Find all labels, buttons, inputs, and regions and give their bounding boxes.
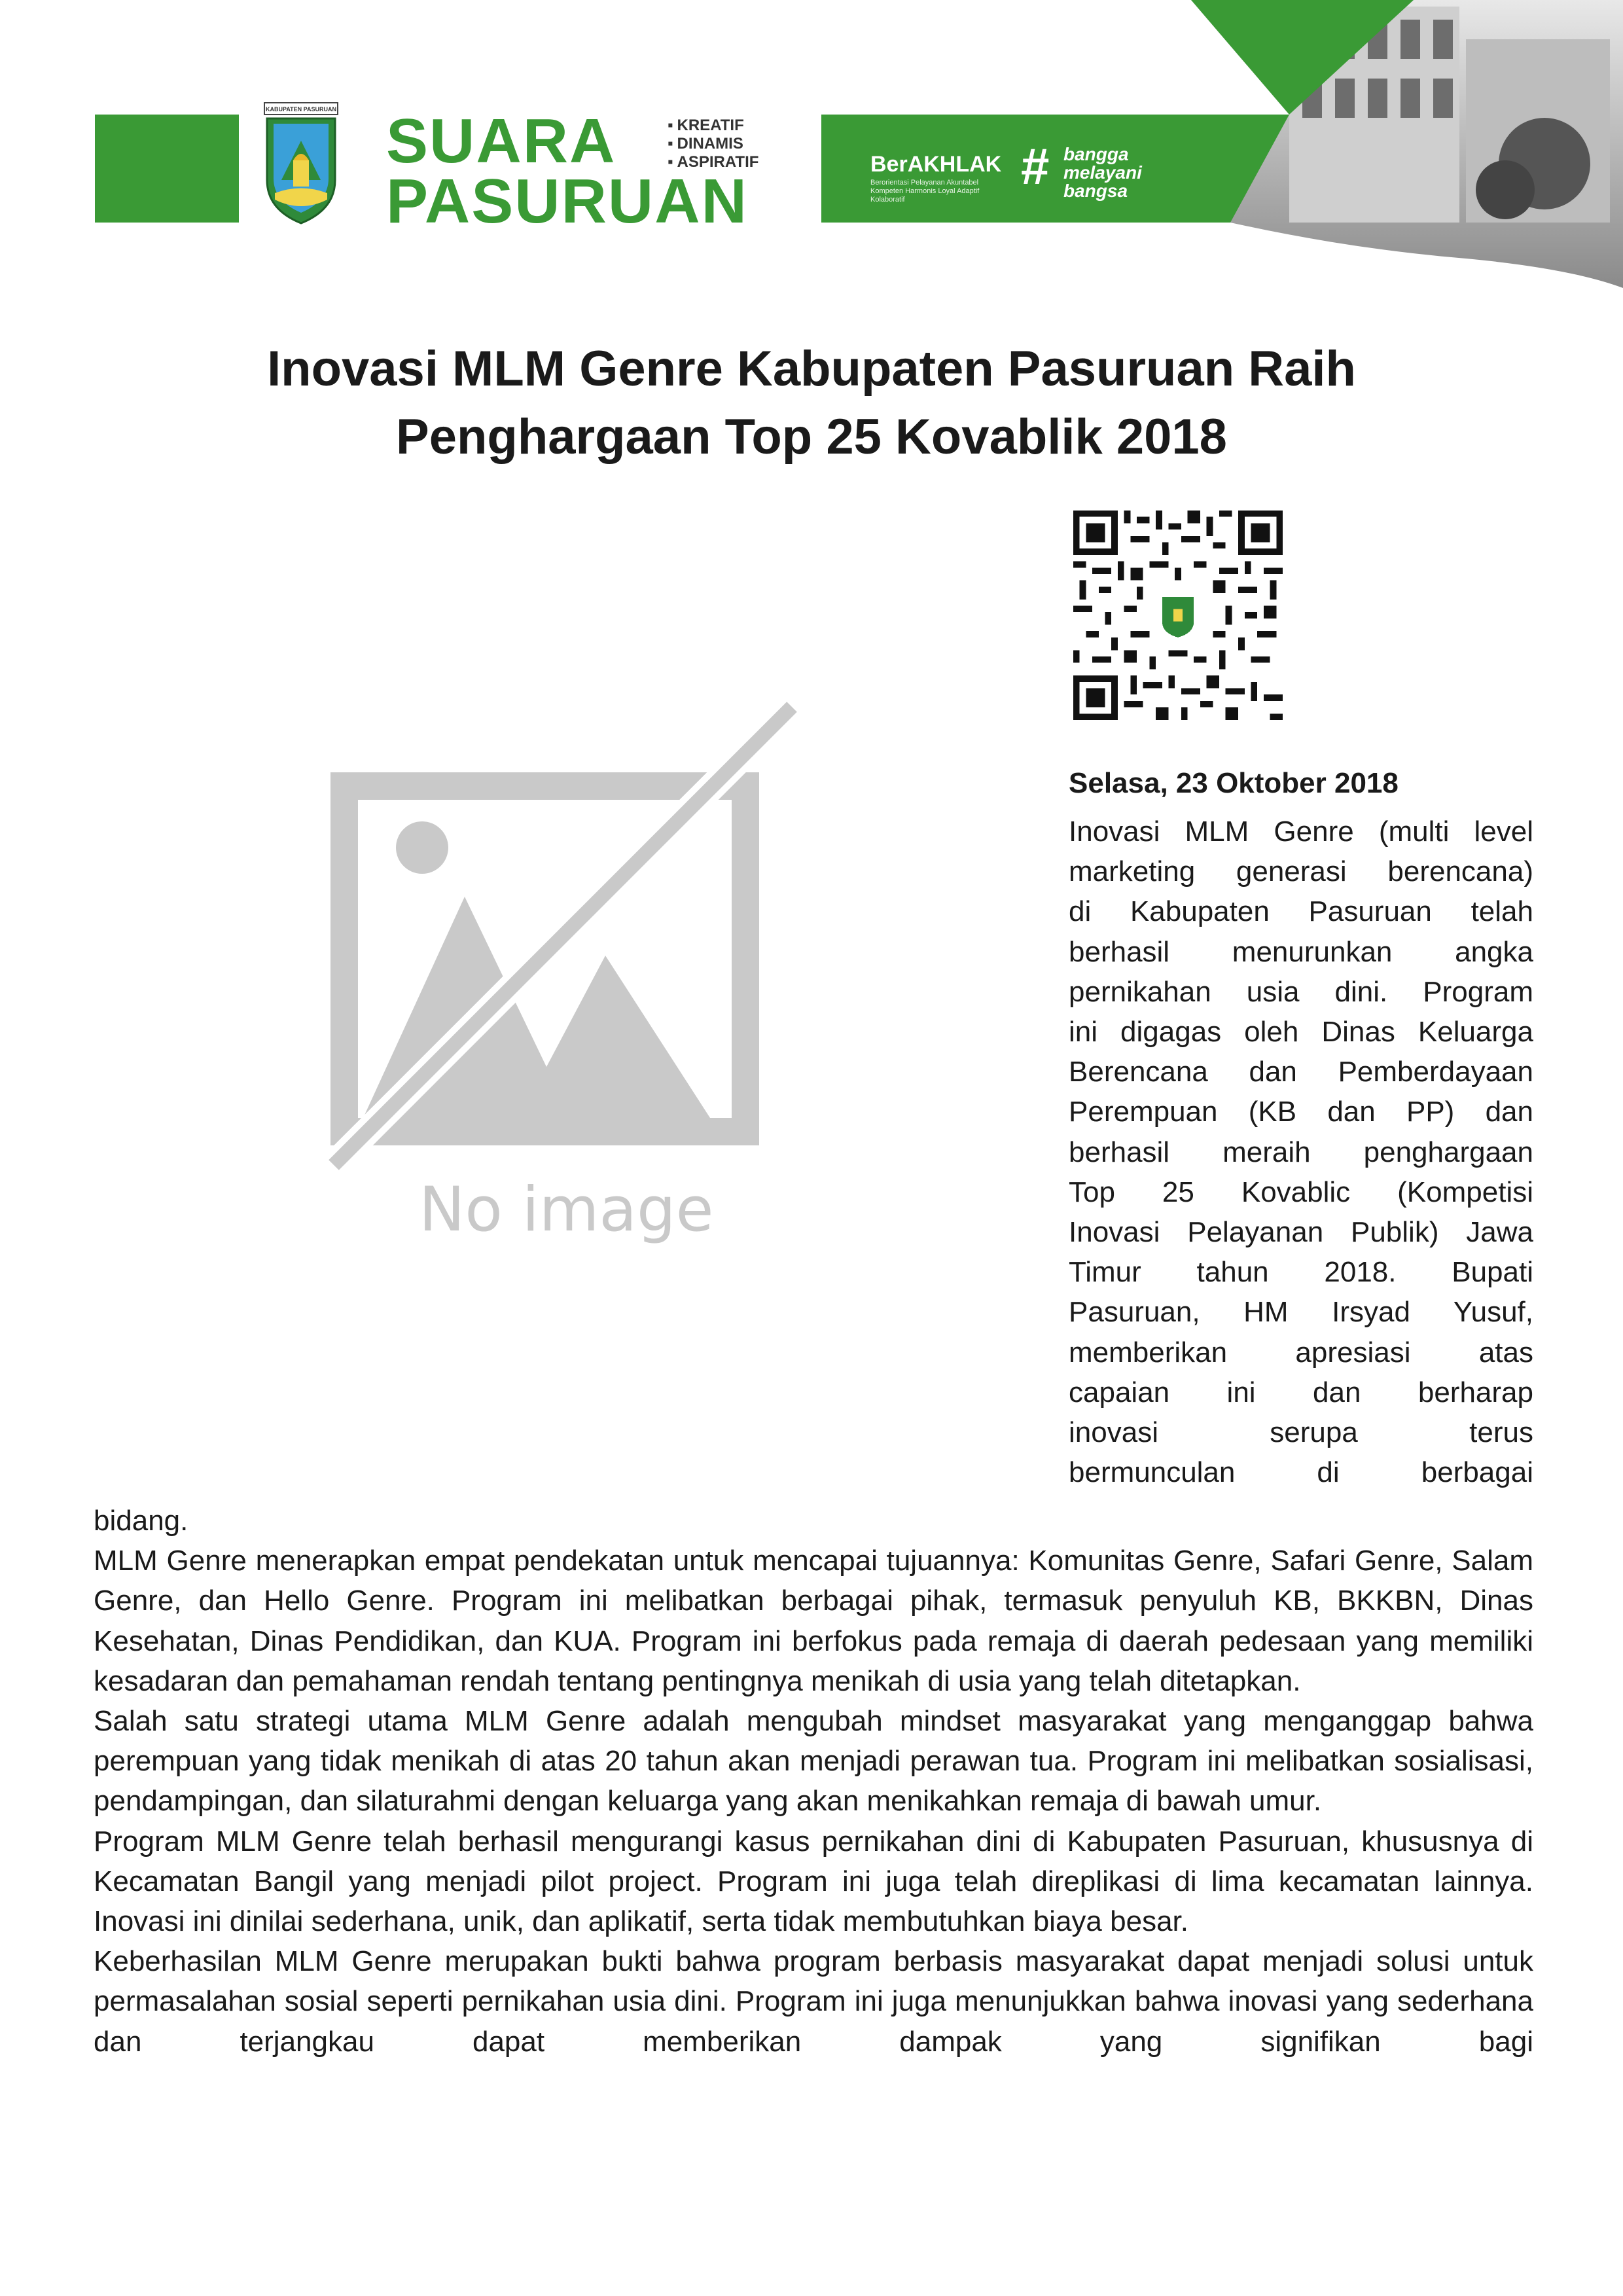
- no-image-label: No image: [419, 1174, 714, 1246]
- paragraph-4: Program MLM Genre telah berhasil mengurangi kasus pernikahan dini di Kabupaten Pasuruan, khususnya di Kecamatan Bangil yang menjadi pilot project. Program ini juga telah direplikasi di lima kecamatan lainnya. Inovasi ini dinilai sederhana, unik, dan aplikatif, serta tidak membutuhkan biaya besar.: [94, 1825, 1533, 1938]
- berakhlak-logo: BerAKHLAK: [870, 152, 1002, 177]
- text-line: memberikan apresiasi atas: [1069, 1336, 1533, 1369]
- title-line-1: Inovasi MLM Genre Kabupaten Pasuruan Raih: [267, 341, 1356, 397]
- kabupaten-pasuruan-logo: [262, 101, 340, 226]
- tagline: [668, 117, 758, 171]
- text-line: ini digagas oleh Dinas Keluarga: [1069, 1016, 1533, 1049]
- text-line: marketing generasi berencana): [1069, 855, 1533, 888]
- berakhlak-subtitle: Berorientasi Pelayanan Akuntabel Kompeten Harmonis Loyal Adaptif Kolaboratif: [870, 179, 980, 204]
- article-title: [131, 335, 1492, 471]
- text-line: Timur tahun 2018. Bupati: [1069, 1256, 1533, 1289]
- tagline-item: ▪ ASPIRATIF: [668, 153, 758, 171]
- tagline-item: ▪ KREATIF: [668, 117, 758, 135]
- text-line: capaian ini dan berharap: [1069, 1376, 1533, 1408]
- text-line: pernikahan usia dini. Program: [1069, 975, 1533, 1008]
- brand-line-1: SUARA: [386, 106, 616, 176]
- text-line: Top 25 Kovablic (Kompetisi: [1069, 1175, 1533, 1208]
- article-date: Selasa, 23 Oktober 2018: [1069, 767, 1399, 799]
- bangga-melayani-bangsa: [1063, 145, 1142, 200]
- bangga-word: bangga: [1063, 144, 1129, 164]
- text-line: di Kabupaten Pasuruan telah: [1069, 895, 1533, 928]
- text-line: Perempuan (KB dan PP) dan: [1069, 1096, 1533, 1128]
- text-line: Berencana dan Pemberdayaan: [1069, 1056, 1533, 1088]
- text-line: bermunculan di berbagai: [1069, 1456, 1533, 1489]
- qr-code[interactable]: [1073, 511, 1283, 720]
- tagline-item: ▪ DINAMIS: [668, 135, 758, 153]
- bangga-hashtag: #: [1021, 137, 1050, 195]
- title-line-2: Penghargaan Top 25 Kovablik 2018: [396, 409, 1227, 465]
- text-line: inovasi serupa terus: [1069, 1416, 1533, 1449]
- logo-caption: KABUPATEN PASURUAN: [266, 106, 336, 113]
- building-photo: [1073, 0, 1623, 288]
- paragraph-5: Keberhasilan MLM Genre merupakan bukti bahwa program berbasis masyarakat dapat menjadi solusi untuk permasalahan sosial seperti pernikahan usia dini. Program ini juga menunjukkan bahwa inovasi yang sederhana dan terjangkau dapat memberikan dampak yang signifikan bagi: [94, 1945, 1533, 2058]
- article-body: [94, 1501, 1533, 2062]
- no-image-placeholder: [324, 700, 802, 1250]
- text-line: Pasuruan, HM Irsyad Yusuf,: [1069, 1296, 1533, 1329]
- bangga-word: bangsa: [1063, 181, 1128, 201]
- paragraph-1-tail: bidang.: [94, 1505, 188, 1537]
- header-band-left: [95, 115, 239, 223]
- bangga-word: melayani: [1063, 162, 1142, 183]
- paragraph-2: MLM Genre menerapkan empat pendekatan untuk mencapai tujuannya: Komunitas Genre, Safari Genre, Salam Genre, dan Hello Genre. Program ini melibatkan berbagai pihak, termasuk penyuluh KB, BKKBN, Dinas Kesehatan, Dinas Pendidikan, dan KUA. Program ini berfokus pada remaja di daerah pedesaan yang memiliki kesadaran dan pemahaman rendah tentang pentingnya menikah di usia yang telah ditetapkan.: [94, 1545, 1533, 1697]
- article-column-text: [1069, 812, 1533, 1492]
- brand-line-2: PASURUAN: [386, 166, 748, 236]
- text-line: berhasil meraih penghargaan: [1069, 1136, 1533, 1168]
- text-line: Inovasi MLM Genre (multi level: [1069, 816, 1533, 848]
- sun-icon: [396, 821, 448, 874]
- text-line: Inovasi Pelayanan Publik) Jawa: [1069, 1216, 1533, 1249]
- paragraph-3: Salah satu strategi utama MLM Genre adalah mengubah mindset masyarakat yang menganggap bahwa perempuan yang tidak menikah di atas 20 tahun akan menjadi perawan tua. Program ini melibatkan sosialisasi, pendampingan, dan silaturahmi dengan keluarga yang akan menikahkan remaja di bawah umur.: [94, 1705, 1533, 1818]
- text-line: berhasil menurunkan angka: [1069, 935, 1533, 968]
